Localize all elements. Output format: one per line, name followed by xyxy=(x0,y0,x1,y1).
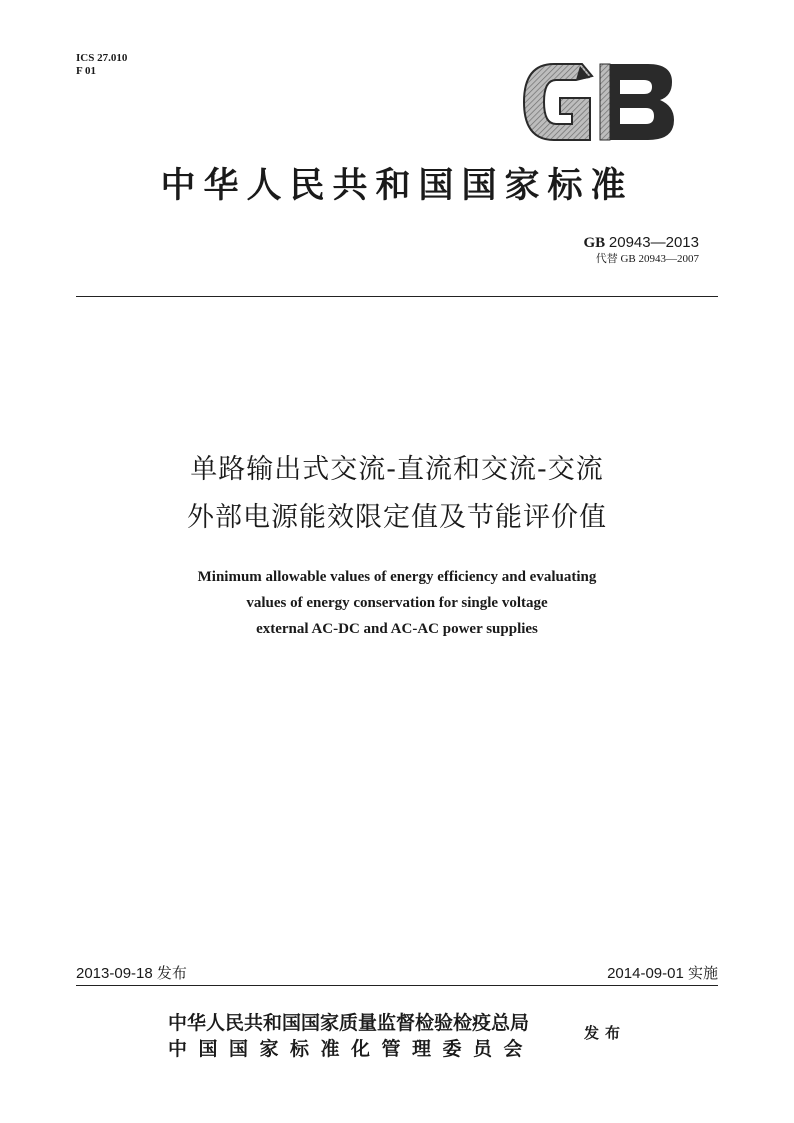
english-title-line-3: external AC-DC and AC-AC power supplies xyxy=(256,621,538,637)
english-title xyxy=(0,564,794,642)
issuer-aqsiq: 中华人民共和国国家质量监督检验检疫总局 xyxy=(168,1012,530,1034)
gb-logo xyxy=(520,62,676,142)
top-divider xyxy=(76,296,718,297)
replaced-standard: 代替 GB 20943—2007 xyxy=(595,253,699,265)
standard-prefix: GB xyxy=(583,235,606,251)
classification-block xyxy=(76,52,127,78)
english-title-line-2: values of energy conservation for single voltage xyxy=(246,595,548,611)
issue-date: 2013-09-18 发布 xyxy=(76,965,187,982)
chinese-title-line-2: 外部电源能效限定值及节能评价值 xyxy=(187,502,607,533)
standard-number-block xyxy=(583,234,699,267)
chinese-title xyxy=(0,446,794,542)
national-standard-title: 中华人民共和国国家标准 xyxy=(160,165,634,206)
chinese-title-line-1: 单路输出式交流-直流和交流-交流 xyxy=(190,454,604,485)
bottom-divider xyxy=(76,985,718,986)
standard-code xyxy=(583,234,699,252)
implementation-date: 2014-09-01 实施 xyxy=(607,965,718,982)
issuing-authorities xyxy=(168,1010,534,1062)
standard-number: 20943—2013 xyxy=(608,234,699,251)
ics-code: ICS 27.010 xyxy=(76,52,128,64)
publish-label: 发布 xyxy=(584,1024,627,1042)
issuer-sac: 中国国家标准化管理委员会 xyxy=(168,1038,535,1060)
category-code: F 01 xyxy=(76,65,97,77)
english-title-line-1: Minimum allowable values of energy efficiency and evaluating xyxy=(197,569,597,585)
